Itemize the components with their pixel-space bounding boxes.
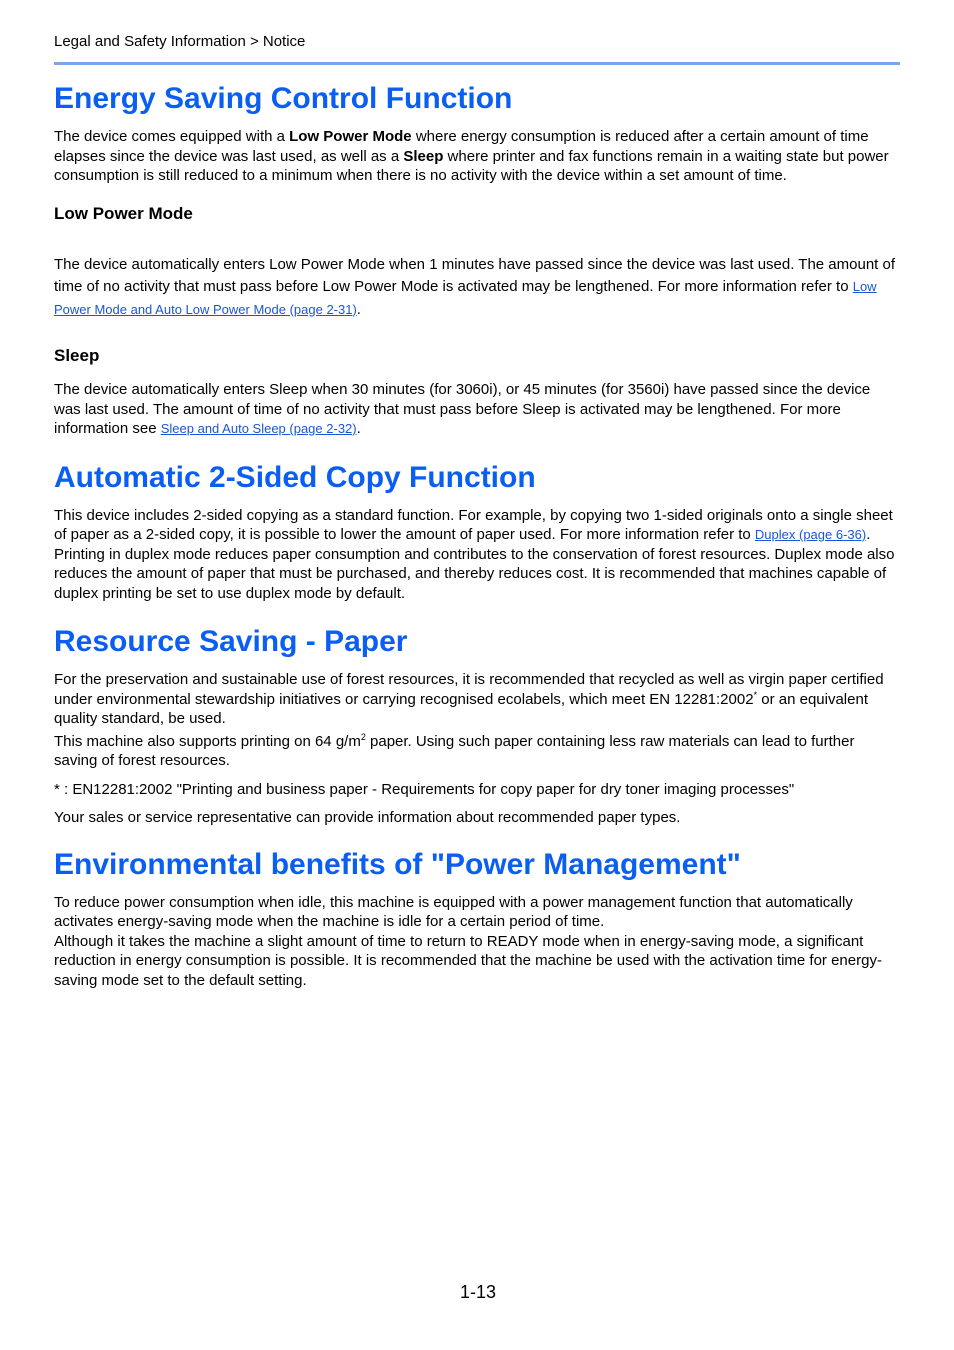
power-paragraph-1: To reduce power consumption when idle, this machine is equipped with a power management function that automatically activates energy-saving mode when the machine is idle for a certain period of time. [54,893,853,930]
paper-paragraph-3: Your sales or service representative can provide information about recommended paper types. [54,809,681,826]
paper-body-1a: For the preservation and sustainable use of forest resources, it is recommended that recycled as well as virgin paper certified under environmental stewardship initiatives or carrying recognised ecolabels, which meet EN 12281:2002 [54,671,884,708]
intro-text-2: where energy consumption is reduced after a certain amount of time elapses since the device was last used, as well as a [54,128,869,165]
subheading-low-power-mode: Low Power Mode [54,203,193,223]
duplex-body-1: This device includes 2-sided copying as a standard function. For example, by copying two 1-sided originals onto a single sheet of paper as a 2-sided copy, it is possible to lower the amount of paper used. For more information refer to [54,506,893,543]
link-duplex[interactable]: Duplex (page 6-36) [754,527,867,542]
duplex-end: . [866,526,871,543]
duplex-paragraph-2: Printing in duplex mode reduces paper consumption and contributes to the conservation of forest resources. Duplex mode also reduces the amount of paper that must be purchased, and thereby reduces cost. It is recommended that machines capable of duplex printing be set to use duplex mode by default. [54,545,895,602]
low-power-mode-text [54,254,900,322]
section-title-energy-saving: Energy Saving Control Function [54,82,513,115]
breadcrumb: Legal and Safety Information > Notice [54,33,306,50]
section-title-duplex: Automatic 2-Sided Copy Function [54,460,536,494]
paper-paragraph-1 [54,670,900,729]
low-power-mode-term: Low Power Mode [289,128,412,145]
section-title-power-management: Environmental benefits of "Power Management" [54,847,741,881]
paper-body-2b: paper. Using such paper containing less raw materials can lead to further saving of forest resources. [54,732,855,769]
superscript-2: 2 [360,731,366,742]
paper-body-1b: or an equivalent quality standard, be used. [54,690,868,727]
section-title-paper: Resource Saving - Paper [54,625,408,658]
low-power-mode-end: . [356,300,361,318]
duplex-paragraph-1 [54,506,900,545]
link-sleep[interactable]: Sleep and Auto Sleep (page 2-32) [160,421,357,436]
sleep-text [54,380,900,439]
subheading-sleep: Sleep [54,346,100,365]
paper-footnote: * : EN12281:2002 "Printing and business paper - Requirements for copy paper for dry toner imaging processes" [54,780,795,798]
link-low-power-mode[interactable]: Low Power Mode and Auto Low Power Mode (page 2-31) [54,279,877,317]
page-content [54,80,900,990]
low-power-mode-body: The device automatically enters Low Power Mode when 1 minutes have passed since the device was last used. The amount of time of no activity that must pass before Low Power Mode is activated may be lengthened. For more information refer to [54,255,896,295]
sleep-term: Sleep [403,147,444,165]
paper-paragraph-2 [54,732,900,771]
page-number-text: 1-13 [459,1282,497,1302]
paper-body-2a: This machine also supports printing on 64 g/m [54,732,361,750]
page-number [0,1282,954,1302]
energy-saving-intro [54,127,900,186]
sleep-body: The device automatically enters Sleep when 30 minutes (for 3060i), or 45 minutes (for 3560i) have passed since the device was last used. The amount of time of no activity that must pass before Sleep is activated may be lengthened. For more information see [54,381,871,437]
sleep-end: . [356,420,361,437]
power-paragraph-2: Although it takes the machine a slight amount of time to return to READY mode when in energy-saving mode, a significant reduction in energy consumption is possible. It is recommended that the machine be used with the activation time for energy-saving mode set to the default setting. [54,932,882,989]
footnote-marker: * [753,689,758,700]
intro-text-1: The device comes equipped with a [54,128,290,145]
header-divider [54,62,900,65]
intro-text-3: where printer and fax functions remain in a waiting state but power consumption is still reduced to a minimum when there is no activity with the device within a set amount of time. [54,147,889,184]
